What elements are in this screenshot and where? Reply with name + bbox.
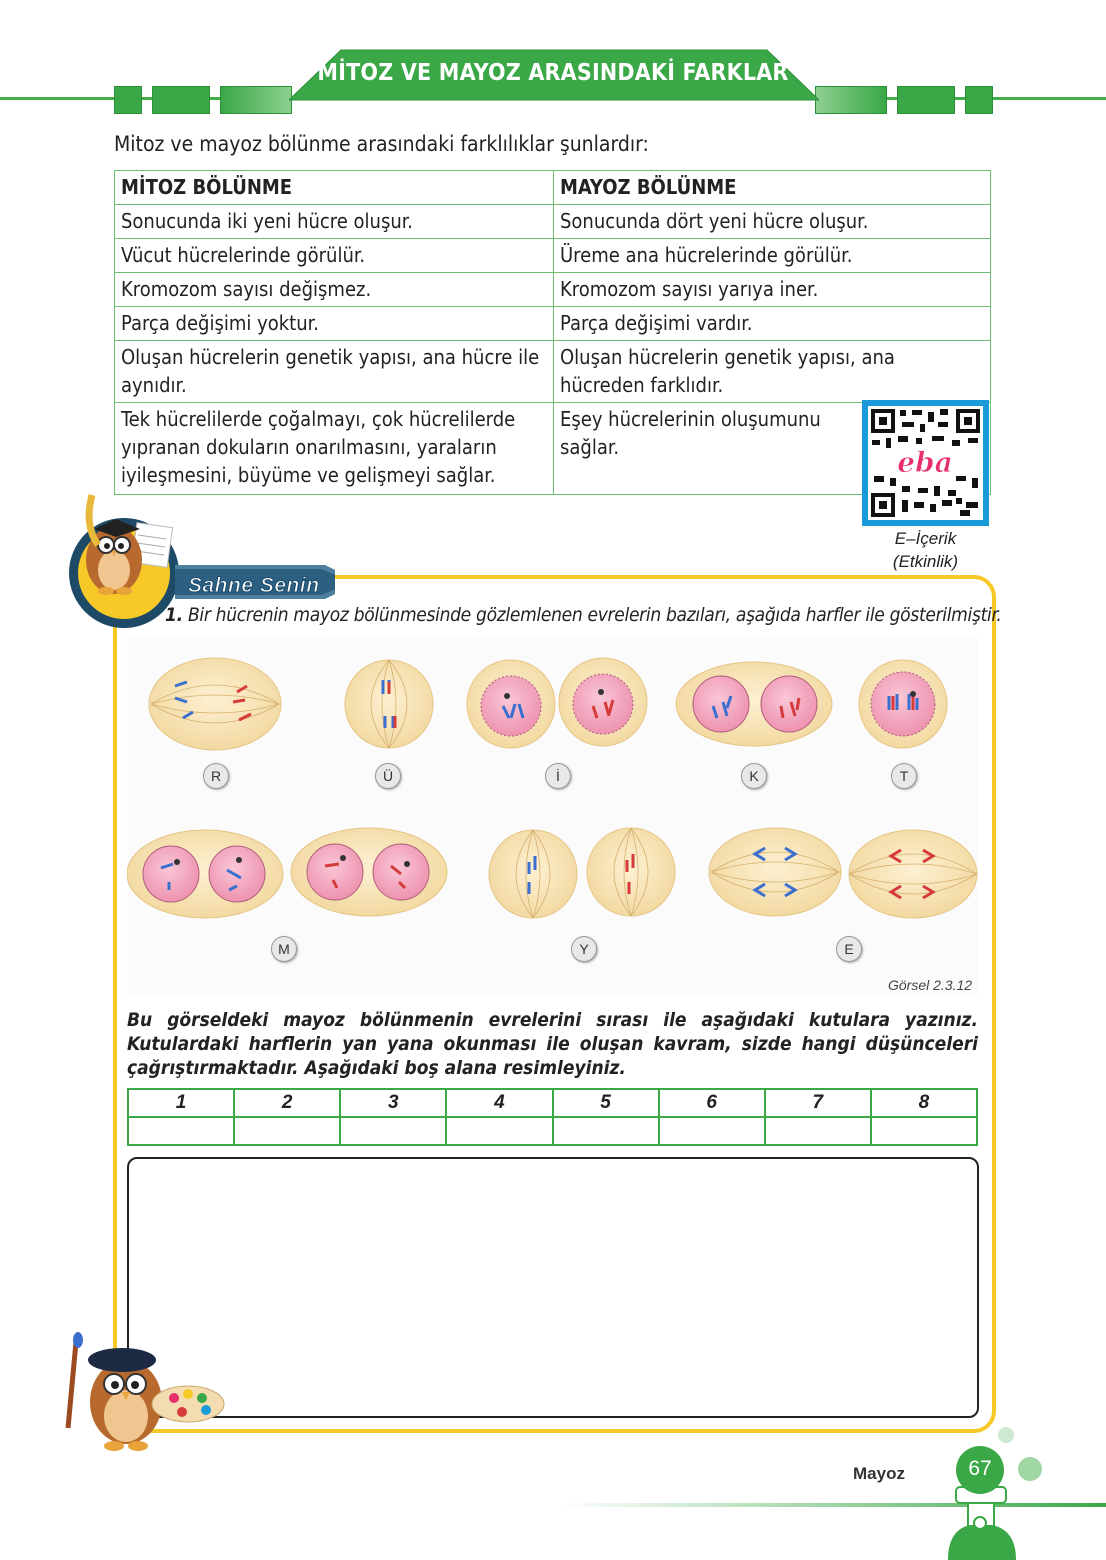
question-1 (165, 604, 1002, 626)
drawing-area[interactable] (127, 1157, 979, 1418)
answer-box-8[interactable] (871, 1117, 977, 1145)
answer-column-header: 6 (659, 1089, 765, 1117)
stage-k-cells (676, 662, 832, 746)
answer-column-header: 2 (234, 1089, 340, 1117)
answer-table (127, 1088, 978, 1146)
answer-box-3[interactable] (340, 1117, 446, 1145)
task-instructions: Bu görseldeki mayoz bölünmenin evrelerini sırası ile aşağıdaki kutulara yazınız. Kutulardaki harflerin yan yana okunması ile oluşan kavram, sizde hangi düşünceleri çağrıştırmaktadır. Aşağıdaki boş alana resimleyiniz. (127, 1009, 978, 1079)
stage-letter-t: T (891, 763, 917, 789)
header-square (152, 86, 210, 114)
answer-column-header: 7 (765, 1089, 871, 1117)
answer-box-6[interactable] (659, 1117, 765, 1145)
header-square (815, 86, 887, 114)
qr-caption-line: E–İçerik (894, 529, 957, 548)
answer-header-row (128, 1089, 977, 1117)
table-cell: Oluşan hücrelerin genetik yapısı, ana hücre ile aynıdır. (115, 341, 554, 403)
table-row (115, 205, 991, 239)
owl-painter-icon (48, 1332, 228, 1457)
stage-u-cell (345, 660, 433, 748)
stage-y-cells (489, 828, 675, 918)
table-row (115, 239, 991, 273)
figure-caption: Görsel 2.3.12 (888, 977, 973, 993)
table-cell: Oluşan hücrelerin genetik yapısı, ana hücreden farklıdır. (554, 341, 991, 403)
table-cell: Sonucunda iki yeni hücre oluşur. (115, 205, 554, 239)
table-cell: Parça değişimi yoktur. (115, 307, 554, 341)
comparison-table (114, 170, 991, 495)
answer-column-header: 8 (871, 1089, 977, 1117)
answer-input-row (128, 1117, 977, 1145)
table-cell: Tek hücrelilerde çoğalmayı, çok hücrelilerde yıpranan dokuların onarılmasını, yaraların iyileşmesini, büyüme ve gelişmeyi sağlar. (115, 403, 554, 495)
table-header-row (115, 171, 991, 205)
table-cell: Eşey hücrelerinin oluşumunu sağlar. (554, 403, 991, 495)
answer-box-5[interactable] (553, 1117, 659, 1145)
table-cell: Sonucunda dört yeni hücre oluşur. (554, 205, 991, 239)
stage-letter-e: E (836, 936, 862, 962)
activity-tab-label: Sahne Senin (188, 574, 320, 597)
qr-caption-line: (Etkinlik) (892, 552, 959, 571)
qr-caption (862, 527, 989, 573)
table-row (115, 307, 991, 341)
stage-r-cell (149, 658, 281, 750)
table-cell: Parça değişimi vardır. (554, 307, 991, 341)
stage-letter-r: R (203, 763, 229, 789)
answer-column-header: 3 (340, 1089, 446, 1117)
table-cell: Kromozom sayısı yarıya iner. (554, 273, 991, 307)
stage-letter-m: M (271, 936, 297, 962)
eba-logo: eba (897, 446, 953, 479)
stage-e-cells (709, 828, 977, 918)
answer-column-header: 4 (446, 1089, 552, 1117)
answer-box-2[interactable] (234, 1117, 340, 1145)
intro-text: Mitoz ve mayoz bölünme arasındaki farklılıklar şunlardır: (114, 132, 649, 156)
table-cell: Vücut hücrelerinde görülür. (115, 239, 554, 273)
page-number: 67 (956, 1446, 1004, 1494)
stage-t-cell (859, 660, 947, 748)
question-text: Bir hücrenin mayoz bölünmesinde gözlemlenen evrelerin bazıları, aşağıda harfler ile gösterilmiştir. (187, 604, 1002, 626)
answer-column-header: 1 (128, 1089, 234, 1117)
stage-letter-u: Ü (375, 763, 401, 789)
table-row (115, 403, 991, 495)
answer-box-1[interactable] (128, 1117, 234, 1145)
header-square (897, 86, 955, 114)
question-number: 1. (165, 604, 183, 626)
stage-letter-y: Y (571, 936, 597, 962)
stage-m-cells (127, 828, 447, 918)
answer-column-header: 5 (553, 1089, 659, 1117)
answer-box-7[interactable] (765, 1117, 871, 1145)
table-row (115, 273, 991, 307)
column-header-mayoz: MAYOZ BÖLÜNME (554, 171, 991, 205)
section-name: Mayoz (853, 1464, 905, 1483)
table-row (115, 341, 991, 403)
stage-letter-i: İ (545, 763, 571, 789)
header-square (220, 86, 292, 114)
qr-code-pattern (868, 406, 983, 520)
table-cell: Üreme ana hücrelerinde görülür. (554, 239, 991, 273)
table-cell: Kromozom sayısı değişmez. (115, 273, 554, 307)
page-title: MİTOZ VE MAYOZ ARASINDAKİ FARKLAR (317, 60, 789, 86)
stage-i-cells (467, 658, 647, 748)
header-square (114, 86, 142, 114)
column-header-mitoz: MİTOZ BÖLÜNME (115, 171, 554, 205)
stage-letter-k: K (741, 763, 767, 789)
header-square (965, 86, 993, 114)
answer-box-4[interactable] (446, 1117, 552, 1145)
